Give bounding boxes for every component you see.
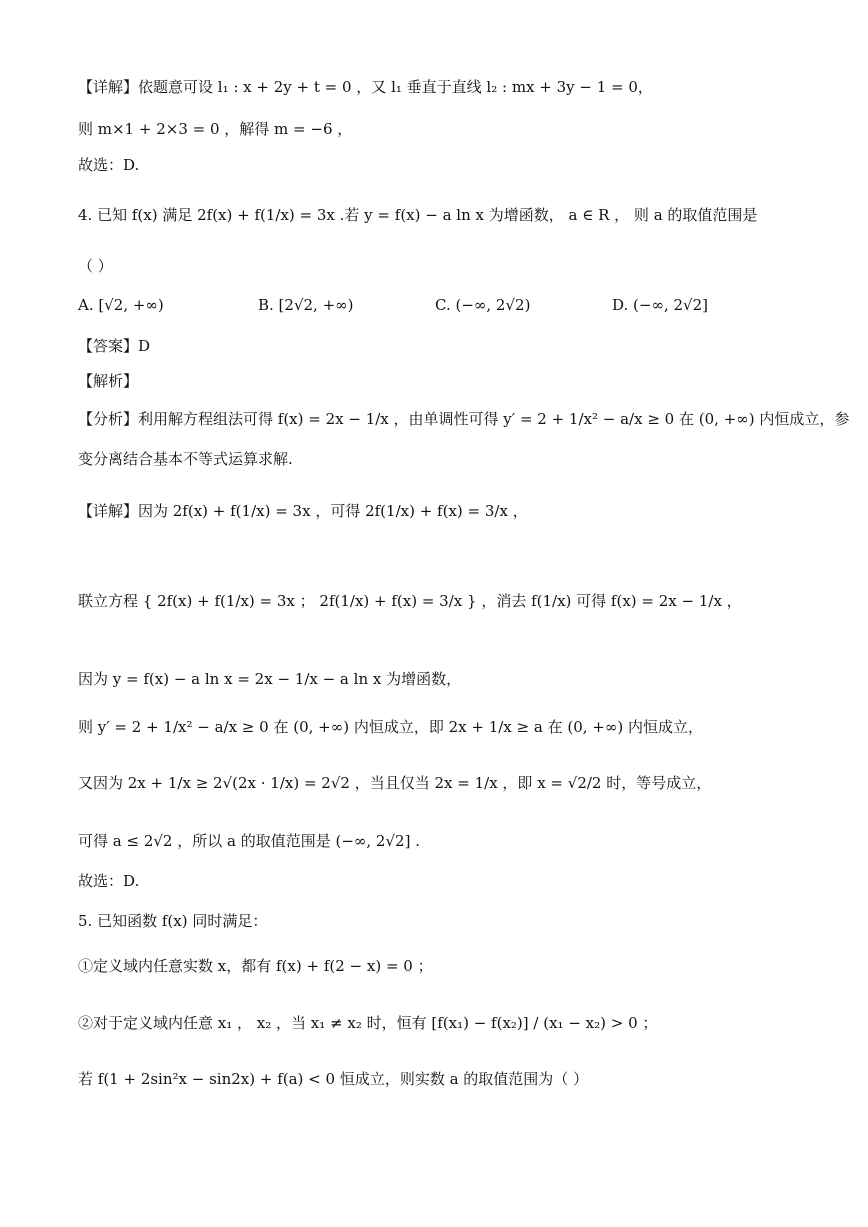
detail-line-4: 则 y′ = 2 + 1/x² − a/x ≥ 0 在 (0, +∞) 内恒成立，即 2x + 1/x ≥ a 在 (0, +∞) 内恒成立， <box>78 718 703 736</box>
text-line-2: 则 m×1 + 2×3 = 0 ，解得 m = −6 ， <box>78 120 353 138</box>
answer-line: 【答案】D <box>78 337 151 355</box>
detail-line-3: 因为 y = f(x) − a ln x = 2x − 1/x − a ln x 为增函数， <box>78 670 462 688</box>
text-line-1: 【详解】依题意可设 l₁ : x + 2y + t = 0 ，又 l₁ 垂直于直线 l₂ : mx + 3y − 1 = 0， <box>78 78 653 96</box>
question-4-stem: 4. 已知 f(x) 满足 2f(x) + f(1/x) = 3x .若 y = f(x) − a ln x 为增函数， a ∈ R ， 则 a 的取值范围是 <box>78 206 758 224</box>
option-d: D. (−∞, 2√2] <box>612 296 708 314</box>
analysis-line-2: 变分离结合基本不等式运算求解. <box>78 450 293 468</box>
text-line-3: 故选：D. <box>78 156 140 174</box>
detail-system-line: 联立方程 { 2f(x) + f(1/x) = 3x ； 2f(1/x) + f(x) = 3/x } ，消去 f(1/x) 可得 f(x) = 2x − 1/x ， <box>78 592 742 610</box>
question-5-condition-1: ①定义域内任意实数 x，都有 f(x) + f(2 − x) = 0 ； <box>78 957 433 975</box>
analysis-line-1: 【分析】利用解方程组法可得 f(x) = 2x − 1/x ，由单调性可得 y′ = 2 + 1/x² − a/x ≥ 0 在 (0, +∞) 内恒成立，参 <box>78 410 850 428</box>
question-4-blank: （ ） <box>78 257 113 275</box>
analysis-title: 【解析】 <box>78 372 139 390</box>
option-a: A. [√2, +∞) <box>78 296 164 314</box>
question-5-ask: 若 f(1 + 2sin²x − sin2x) + f(a) < 0 恒成立，则实数 a 的取值范围为（ ） <box>78 1070 589 1088</box>
question-5-stem: 5. 已知函数 f(x) 同时满足： <box>78 912 268 930</box>
option-c: C. (−∞, 2√2) <box>435 296 531 314</box>
detail-line-7: 故选：D. <box>78 872 140 890</box>
detail-line-1: 【详解】因为 2f(x) + f(1/x) = 3x ，可得 2f(1/x) + f(x) = 3/x ， <box>78 502 528 520</box>
detail-line-6: 可得 a ≤ 2√2 ，所以 a 的取值范围是 (−∞, 2√2] . <box>78 832 420 850</box>
detail-line-5: 又因为 2x + 1/x ≥ 2√(2x · 1/x) = 2√2 ，当且仅当 2x = 1/x ，即 x = √2/2 时，等号成立， <box>78 774 712 792</box>
question-5-condition-2: ②对于定义域内任意 x₁ ， x₂ ，当 x₁ ≠ x₂ 时，恒有 [f(x₁) − f(x₂)] / (x₁ − x₂) > 0 ； <box>78 1014 658 1032</box>
option-b: B. [2√2, +∞) <box>258 296 354 314</box>
